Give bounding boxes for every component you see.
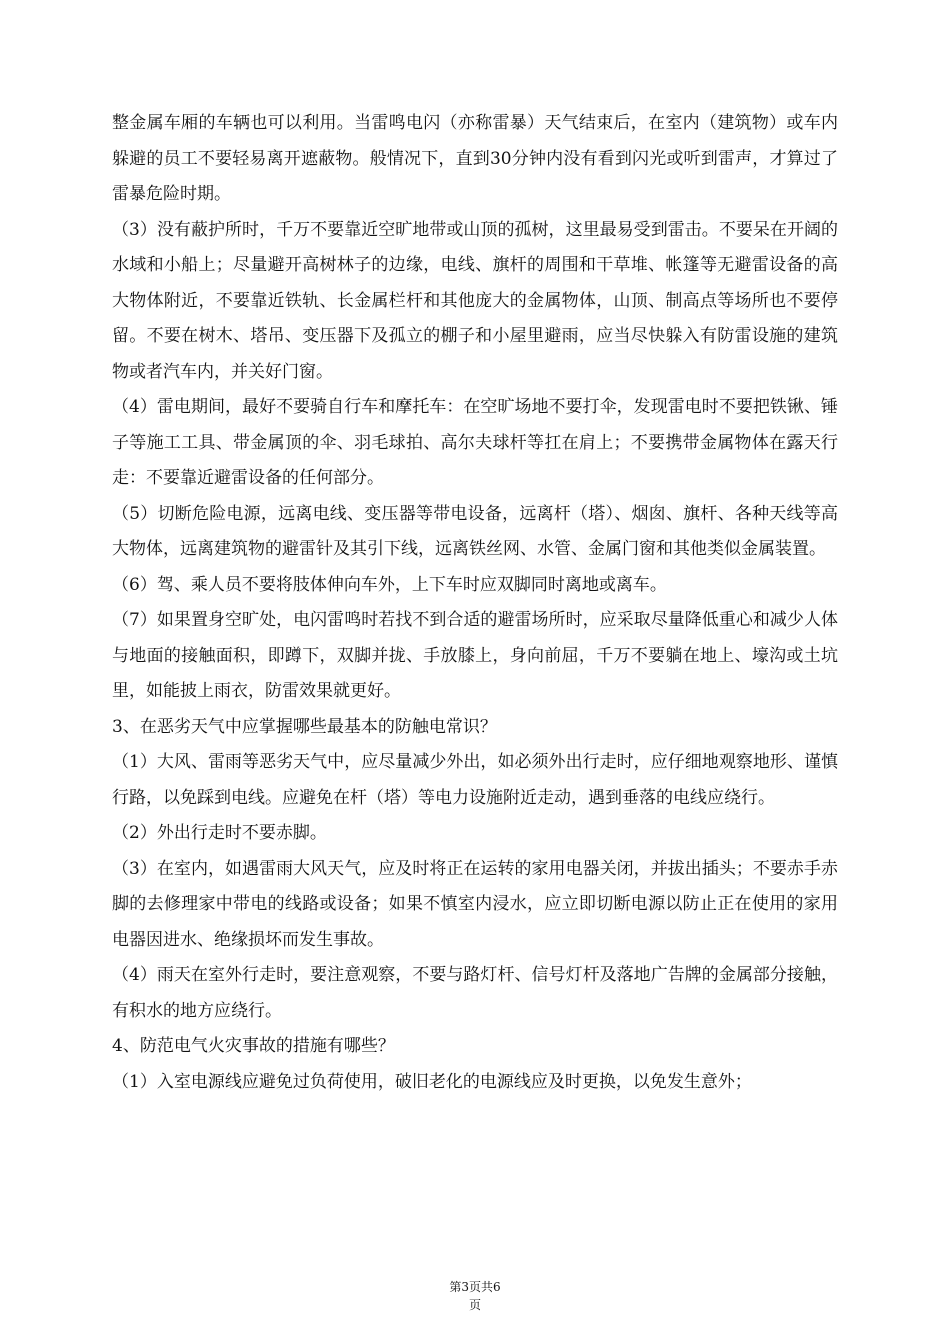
paragraph: （2）外出行走时不要赤脚。 — [112, 823, 327, 843]
paragraph: （1）大风、雷雨等恶劣天气中，应尽量减少外出，如必须外出行走时，应仔细地观察地形、谨慎行路，以免踩到电线。应避免在杆（塔）等电力设施附近走动，遇到垂落的电线应绕行。 — [112, 752, 838, 808]
paragraph: （1）入室电源线应避免过负荷使用，破旧老化的电源线应及时更换，以免发生意外； — [112, 1071, 752, 1092]
paragraph: （5）切断危险电源，远离电线、变压器等带电设备，远离杆（塔）、烟囱、旗杆、各种天线等高大物体，远离建筑物的避雷针及其引下线，远离铁丝网、水管、金属门窗和其他类似金属装置。 — [112, 503, 838, 559]
paragraph: （4）雨天在室外行走时，要注意观察，不要与路灯杆、信号灯杆及落地广告牌的金属部分接触，有积水的地方应绕行。 — [112, 965, 838, 1021]
section-heading: 4、防范电气火灾事故的措施有哪些？ — [112, 1036, 395, 1056]
page-footer — [0, 1278, 950, 1314]
section-heading: 3、在恶劣天气中应掌握哪些最基本的防触电常识？ — [112, 716, 497, 737]
paragraph: （4）雷电期间，最好不要骑自行车和摩托车：在空旷场地不要打伞，发现雷电时不要把铁锹、锤子等施工工具、带金属顶的伞、羽毛球拍、高尔夫球杆等扛在肩上；不要携带金属物体在露天行走：不要靠近避雷设备的任何部分。 — [112, 397, 838, 488]
paragraph: （7）如果置身空旷处，电闪雷鸣时若找不到合适的避雷场所时，应采取尽量降低重心和减少人体与地面的接触面积，即蹲下，双脚并拢、手放膝上，身向前屈，千万不要躺在地上、壕沟或土坑里，如能披上雨衣，防雷效果就更好。 — [112, 610, 838, 701]
page-number-line-1: 第3页共6 — [449, 1280, 501, 1294]
paragraph: （3）在室内，如遇雷雨大风天气，应及时将正在运转的家用电器关闭，并拔出插头；不要赤手赤脚的去修理家中带电的线路或设备；如果不慎室内浸水，应立即切断电源以防止正在使用的家用电器因进水、绝缘损坏而发生事故。 — [112, 858, 838, 950]
page-number-line-2: 页 — [468, 1298, 481, 1312]
paragraph: （6）驾、乘人员不要将肢体伸向车外，上下车时应双脚同时离地或离车。 — [112, 574, 667, 595]
paragraph: （3）没有蔽护所时，千万不要靠近空旷地带或山顶的孤树，这里最易受到雷击。不要呆在开阔的水域和小船上；尽量避开高树林子的边缘，电线、旗杆的周围和干草堆、帐篷等无避雷设备的高大物体附近，不要靠近铁轨、长金属栏杆和其他庞大的金属物体，山顶、制高点等场所也不要停留。不要在树木、塔吊、变压器下及孤立的棚子和小屋里避雨，应当尽快躲入有防雷设施的建筑物或者汽车内，并关好门窗。 — [112, 219, 838, 382]
document-body — [112, 106, 838, 1100]
paragraph: 整金属车厢的车辆也可以利用。当雷鸣电闪（亦称雷暴）天气结束后，在室内（建筑物）或车内躲避的员工不要轻易离开遮蔽物。般情况下，直到30分钟内没有看到闪光或听到雷声，才算过了雷暴危险时期。 — [112, 113, 838, 204]
